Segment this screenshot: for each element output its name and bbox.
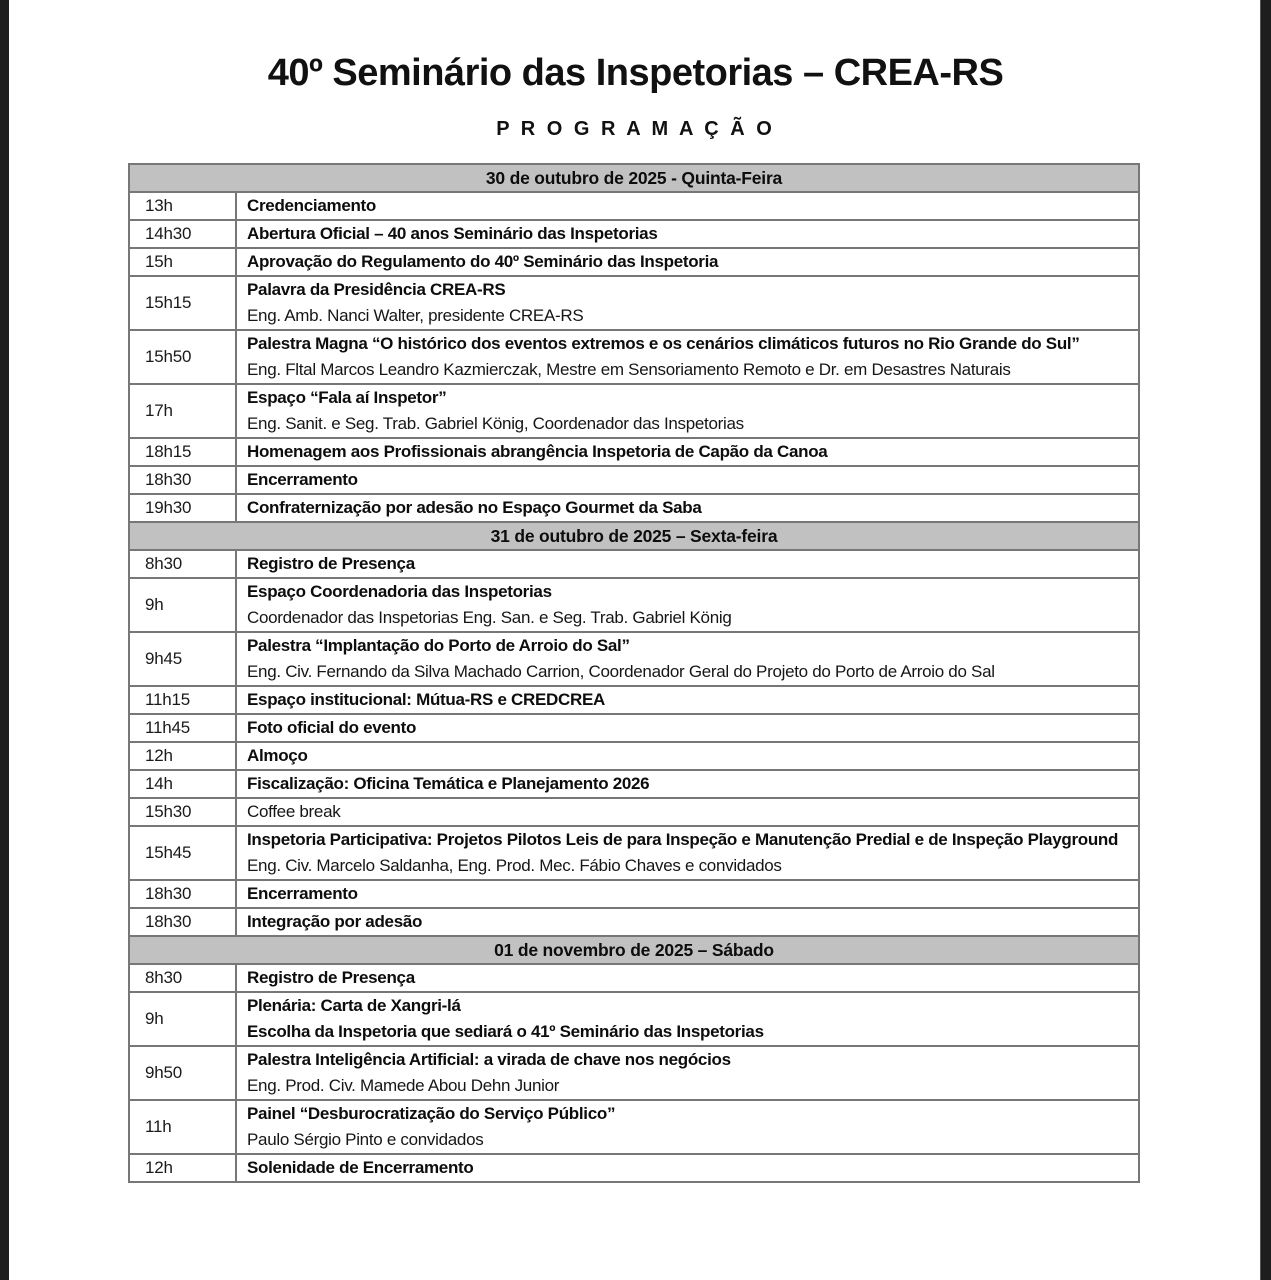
content-cell (237, 715, 1138, 741)
time-cell: 8h30 (130, 551, 237, 577)
schedule-row (130, 685, 1138, 713)
time-cell: 11h45 (130, 715, 237, 741)
schedule-row (130, 907, 1138, 935)
schedule-row (130, 1045, 1138, 1099)
content-cell (237, 965, 1138, 991)
event-title: Foto oficial do evento (247, 718, 417, 737)
schedule-row (130, 329, 1138, 383)
event-title: Painel “Desburocratização do Serviço Público” (247, 1104, 616, 1123)
time-cell: 15h50 (130, 331, 237, 383)
event-detail: Eng. Amb. Nanci Walter, presidente CREA-RS (247, 306, 584, 325)
schedule-row (130, 825, 1138, 879)
event-title: Credenciamento (247, 196, 377, 215)
time-cell: 13h (130, 193, 237, 219)
time-cell: 9h (130, 579, 237, 631)
content-cell (237, 633, 1138, 685)
time-cell: 9h45 (130, 633, 237, 685)
schedule-row (130, 713, 1138, 741)
schedule-row (130, 769, 1138, 797)
event-title: Espaço “Fala aí Inspetor” (247, 388, 447, 407)
time-cell: 19h30 (130, 495, 237, 521)
content-cell (237, 221, 1138, 247)
event-title: Integração por adesão (247, 912, 423, 931)
time-cell: 12h (130, 1155, 237, 1181)
schedule-row (130, 991, 1138, 1045)
schedule-row (130, 549, 1138, 577)
event-detail: Coordenador das Inspetorias Eng. San. e Seg. Trab. Gabriel König (247, 608, 732, 627)
time-cell: 12h (130, 743, 237, 769)
time-cell: 9h50 (130, 1047, 237, 1099)
schedule-row (130, 879, 1138, 907)
event-detail: Coffee break (247, 802, 341, 821)
event-title: Solenidade de Encerramento (247, 1158, 474, 1177)
time-cell: 15h45 (130, 827, 237, 879)
event-title: Espaço institucional: Mútua-RS e CREDCREA (247, 690, 605, 709)
event-detail: Eng. Fltal Marcos Leandro Kazmierczak, Mestre em Sensoriamento Remoto e Dr. em Desastres Naturais (247, 360, 1011, 379)
time-cell: 9h (130, 993, 237, 1045)
schedule-row (130, 797, 1138, 825)
schedule-row (130, 493, 1138, 521)
event-title: Abertura Oficial – 40 anos Seminário das Inspetorias (247, 224, 658, 243)
content-cell (237, 993, 1138, 1045)
event-title: Plenária: Carta de Xangri-lá (247, 996, 461, 1015)
program-heading: P R O G R A M A Ç Ã O (496, 118, 775, 140)
event-title: Confraternização por adesão no Espaço Gourmet da Saba (247, 498, 702, 517)
time-cell: 15h (130, 249, 237, 275)
schedule-row (130, 219, 1138, 247)
time-cell: 18h15 (130, 439, 237, 465)
page-title: 40º Seminário das Inspetorias – CREA-RS (267, 52, 1004, 94)
content-cell (237, 743, 1138, 769)
day-header: 30 de outubro de 2025 - Quinta-Feira (130, 165, 1138, 191)
day-header: 01 de novembro de 2025 – Sábado (130, 935, 1138, 963)
schedule-row (130, 191, 1138, 219)
schedule-row (130, 1153, 1138, 1181)
time-cell: 17h (130, 385, 237, 437)
content-cell (237, 385, 1138, 437)
time-cell: 11h15 (130, 687, 237, 713)
content-cell (237, 799, 1138, 825)
event-detail: Eng. Civ. Fernando da Silva Machado Carrion, Coordenador Geral do Projeto do Porto de Arroio do Sal (247, 662, 995, 681)
time-cell: 18h30 (130, 467, 237, 493)
content-cell (237, 551, 1138, 577)
content-cell (237, 579, 1138, 631)
event-title: Encerramento (247, 884, 358, 903)
event-detail: Paulo Sérgio Pinto e convidados (247, 1130, 484, 1149)
content-cell (237, 249, 1138, 275)
time-cell: 18h30 (130, 881, 237, 907)
schedule-row (130, 577, 1138, 631)
time-cell: 15h15 (130, 277, 237, 329)
time-cell: 18h30 (130, 909, 237, 935)
event-title: Fiscalização: Oficina Temática e Planejamento 2026 (247, 774, 650, 793)
event-detail: Eng. Civ. Marcelo Saldanha, Eng. Prod. Mec. Fábio Chaves e convidados (247, 856, 782, 875)
event-title: Inspetoria Participativa: Projetos Pilotos Leis de para Inspeção e Manutenção Predial e de Inspeção Playground (247, 830, 1119, 849)
event-title: Palestra “Implantação do Porto de Arroio do Sal” (247, 636, 630, 655)
schedule-row (130, 741, 1138, 769)
event-title: Aprovação do Regulamento do 40º Seminário das Inspetoria (247, 252, 719, 271)
event-detail: Eng. Prod. Civ. Mamede Abou Dehn Junior (247, 1076, 560, 1095)
schedule-row (130, 631, 1138, 685)
content-cell (237, 687, 1138, 713)
schedule-row (130, 275, 1138, 329)
event-title: Palestra Magna “O histórico dos eventos extremos e os cenários climáticos futuros no Rio Grande do Sul” (247, 334, 1080, 353)
content-cell (237, 771, 1138, 797)
day-header: 31 de outubro de 2025 – Sexta-feira (130, 521, 1138, 549)
schedule-row (130, 247, 1138, 275)
schedule-row (130, 437, 1138, 465)
content-cell (237, 1155, 1138, 1181)
event-title: Espaço Coordenadoria das Inspetorias (247, 582, 552, 601)
event-title: Homenagem aos Profissionais abrangência Inspetoria de Capão da Canoa (247, 442, 828, 461)
schedule-row (130, 1099, 1138, 1153)
event-title: Encerramento (247, 470, 358, 489)
event-title: Escolha da Inspetoria que sediará o 41º Seminário das Inspetorias (247, 1022, 764, 1041)
event-detail: Eng. Sanit. e Seg. Trab. Gabriel König, Coordenador das Inspetorias (247, 414, 744, 433)
event-title: Palavra da Presidência CREA-RS (247, 280, 506, 299)
event-title: Registro de Presença (247, 968, 415, 987)
time-cell: 8h30 (130, 965, 237, 991)
content-cell (237, 439, 1138, 465)
content-cell (237, 881, 1138, 907)
content-cell (237, 827, 1138, 879)
schedule-table (128, 163, 1140, 1183)
event-title: Almoço (247, 746, 308, 765)
content-cell (237, 277, 1138, 329)
time-cell: 14h (130, 771, 237, 797)
content-cell (237, 467, 1138, 493)
content-cell (237, 909, 1138, 935)
content-cell (237, 1101, 1138, 1153)
schedule-row (130, 383, 1138, 437)
content-cell (237, 331, 1138, 383)
time-cell: 14h30 (130, 221, 237, 247)
schedule-row (130, 963, 1138, 991)
content-cell (237, 1047, 1138, 1099)
time-cell: 15h30 (130, 799, 237, 825)
content-cell (237, 193, 1138, 219)
content-cell (237, 495, 1138, 521)
time-cell: 11h (130, 1101, 237, 1153)
schedule-row (130, 465, 1138, 493)
event-title: Registro de Presença (247, 554, 415, 573)
event-title: Palestra Inteligência Artificial: a virada de chave nos negócios (247, 1050, 731, 1069)
